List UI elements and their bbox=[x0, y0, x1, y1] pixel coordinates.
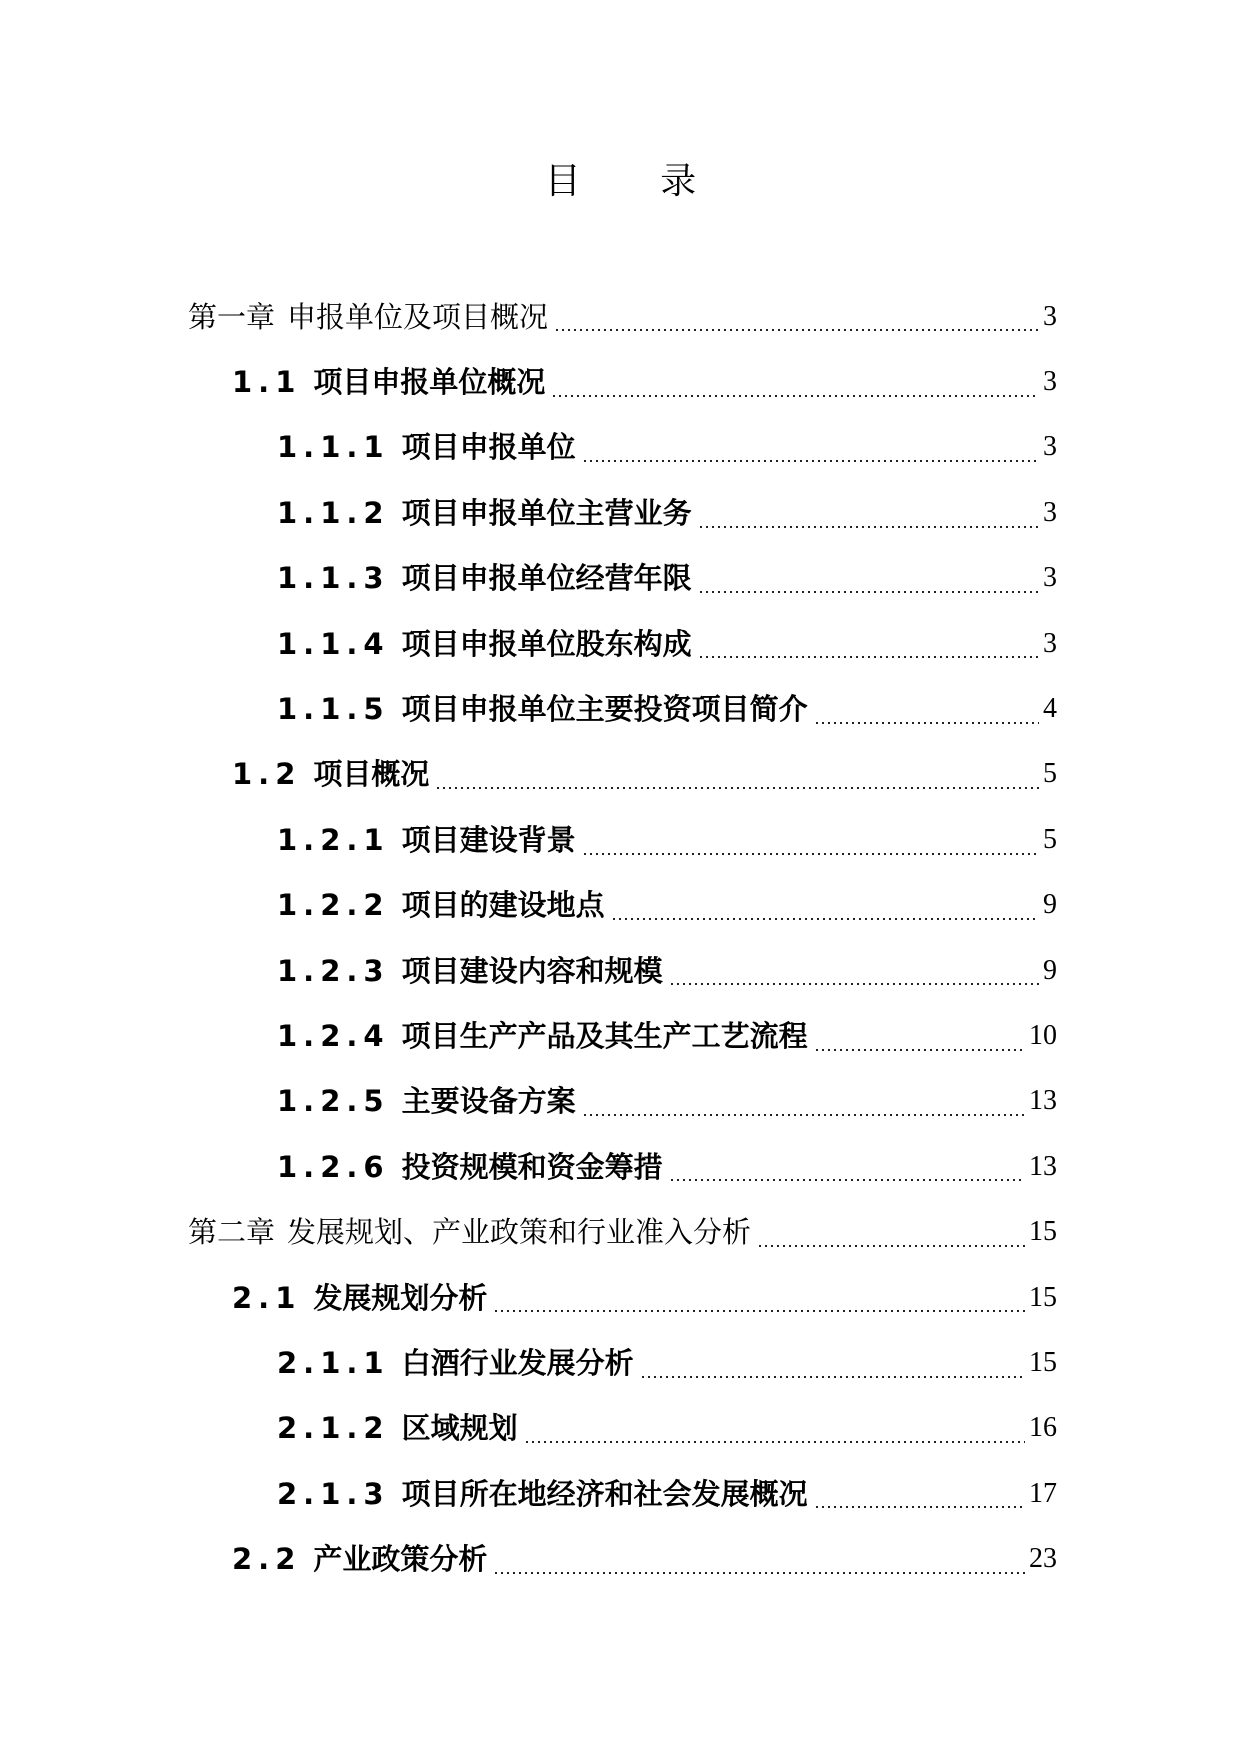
dot-leader bbox=[582, 1113, 1025, 1117]
dot-leader bbox=[698, 525, 1039, 529]
toc-entry-subsection[interactable] bbox=[0, 611, 1241, 676]
toc-entry-label bbox=[277, 1408, 518, 1448]
toc-entry-text: 主要设备方案 bbox=[401, 1084, 576, 1119]
toc-entry-number: 2.2 bbox=[232, 1542, 302, 1577]
dot-leader bbox=[814, 721, 1039, 725]
toc-entry-subsection[interactable] bbox=[0, 415, 1241, 480]
dot-leader bbox=[554, 328, 1039, 332]
toc-entry-text: 发展规划分析 bbox=[313, 1280, 488, 1315]
toc-entry-number: 1.2.2 bbox=[277, 888, 390, 923]
toc-entry-text: 发展规划、产业政策和行业准入分析 bbox=[287, 1215, 752, 1250]
dot-leader bbox=[698, 590, 1039, 594]
toc-entry-text: 项目建设内容和规模 bbox=[401, 953, 663, 988]
dot-leader bbox=[493, 1309, 1025, 1313]
toc-entry-page: 5 bbox=[1043, 758, 1057, 790]
toc-entry-page: 10 bbox=[1029, 1019, 1057, 1051]
toc-entry-label bbox=[232, 1539, 487, 1579]
dot-leader bbox=[669, 1178, 1025, 1182]
toc-entry-page: 23 bbox=[1029, 1543, 1057, 1575]
toc-entry-text: 项目建设背景 bbox=[401, 822, 576, 857]
toc-entry-subsection[interactable] bbox=[0, 938, 1241, 1003]
toc-entry-label bbox=[277, 1016, 808, 1056]
toc-entry-number: 1.1.5 bbox=[277, 692, 390, 727]
toc-entry-page: 15 bbox=[1029, 1346, 1057, 1378]
toc-entry-label bbox=[232, 754, 429, 794]
dot-leader bbox=[611, 917, 1039, 921]
toc-entry-label bbox=[277, 558, 692, 598]
toc-entry-label bbox=[277, 1474, 808, 1514]
toc-entry-subsection[interactable] bbox=[0, 873, 1241, 938]
toc-entry-label bbox=[277, 689, 808, 729]
dot-leader bbox=[640, 1375, 1025, 1379]
toc-entry-label bbox=[277, 1343, 634, 1383]
toc-entry-subsection[interactable] bbox=[0, 1003, 1241, 1068]
toc-entry-page: 13 bbox=[1029, 1085, 1057, 1117]
toc-entry-page: 15 bbox=[1029, 1216, 1057, 1248]
toc-entry-section[interactable] bbox=[0, 349, 1241, 414]
toc-entry-label bbox=[277, 885, 605, 925]
toc-entry-number: 2.1 bbox=[232, 1280, 302, 1315]
toc-entry-text: 项目申报单位股东构成 bbox=[401, 626, 692, 661]
toc-entry-text: 产业政策分析 bbox=[313, 1542, 488, 1577]
toc-entry-subsection[interactable] bbox=[0, 1396, 1241, 1461]
toc-entry-number: 2.1.3 bbox=[277, 1476, 390, 1511]
toc-entry-text: 项目概况 bbox=[313, 757, 430, 792]
toc-entry-page: 17 bbox=[1029, 1477, 1057, 1509]
toc-entry-number: 1.2.6 bbox=[277, 1149, 390, 1184]
dot-leader bbox=[551, 394, 1039, 398]
toc-entry-page: 3 bbox=[1043, 300, 1057, 332]
toc-entry-subsection[interactable] bbox=[0, 546, 1241, 611]
toc-entry-subsection[interactable] bbox=[0, 676, 1241, 741]
toc-entry-chapter[interactable] bbox=[0, 284, 1241, 349]
toc-entry-page: 3 bbox=[1043, 496, 1057, 528]
toc-entry-number: 第一章 bbox=[188, 299, 276, 334]
toc-entry-section[interactable] bbox=[0, 1265, 1241, 1330]
toc-entry-text: 区域规划 bbox=[401, 1411, 518, 1446]
toc-entry-number: 1.2.3 bbox=[277, 953, 390, 988]
toc-entry-number: 2.1.2 bbox=[277, 1411, 390, 1446]
toc-entry-number: 1.2.1 bbox=[277, 822, 390, 857]
dot-leader bbox=[698, 655, 1039, 659]
toc-entry-number: 1.2 bbox=[232, 757, 302, 792]
toc-entry-number: 第二章 bbox=[188, 1215, 276, 1250]
dot-leader bbox=[757, 1244, 1025, 1248]
toc-entry-subsection[interactable] bbox=[0, 1461, 1241, 1526]
toc-entry-number: 1.1 bbox=[232, 365, 302, 400]
toc-entry-page: 3 bbox=[1043, 431, 1057, 463]
toc-entry-label bbox=[232, 362, 545, 402]
toc-entry-section[interactable] bbox=[0, 1526, 1241, 1591]
toc-entry-subsection[interactable] bbox=[0, 1134, 1241, 1199]
toc-entry-label bbox=[232, 1278, 487, 1318]
toc-entry-page: 15 bbox=[1029, 1281, 1057, 1313]
toc-entry-text: 项目的建设地点 bbox=[401, 888, 605, 923]
toc-entry-text: 项目申报单位主要投资项目简介 bbox=[401, 692, 808, 727]
toc-entry-text: 项目生产产品及其生产工艺流程 bbox=[401, 1018, 808, 1053]
toc-entry-subsection[interactable] bbox=[0, 1330, 1241, 1395]
toc-entry-page: 5 bbox=[1043, 823, 1057, 855]
toc-entry-page: 3 bbox=[1043, 627, 1057, 659]
toc-entry-label bbox=[277, 820, 576, 860]
toc-list bbox=[0, 284, 1241, 1592]
toc-entry-number: 1.1.2 bbox=[277, 495, 390, 530]
dot-leader bbox=[582, 459, 1039, 463]
toc-entry-number: 1.1.1 bbox=[277, 430, 390, 465]
dot-leader bbox=[582, 852, 1039, 856]
toc-entry-label bbox=[188, 297, 548, 337]
toc-entry-subsection[interactable] bbox=[0, 807, 1241, 872]
dot-leader bbox=[524, 1440, 1025, 1444]
toc-entry-text: 项目申报单位 bbox=[401, 430, 576, 465]
dot-leader bbox=[814, 1048, 1025, 1052]
toc-entry-text: 申报单位及项目概况 bbox=[287, 299, 549, 334]
toc-entry-page: 9 bbox=[1043, 889, 1057, 921]
toc-entry-label bbox=[277, 427, 576, 467]
dot-leader bbox=[669, 982, 1039, 986]
toc-entry-page: 13 bbox=[1029, 1150, 1057, 1182]
toc-entry-subsection[interactable] bbox=[0, 1069, 1241, 1134]
toc-entry-subsection[interactable] bbox=[0, 480, 1241, 545]
toc-entry-number: 1.2.4 bbox=[277, 1018, 390, 1053]
toc-entry-text: 白酒行业发展分析 bbox=[401, 1345, 634, 1380]
toc-entry-number: 1.1.4 bbox=[277, 626, 390, 661]
toc-entry-number: 2.1.1 bbox=[277, 1345, 390, 1380]
toc-entry-text: 项目申报单位概况 bbox=[313, 365, 546, 400]
toc-entry-label bbox=[277, 493, 692, 533]
toc-entry-label bbox=[277, 1147, 663, 1187]
toc-entry-chapter[interactable] bbox=[0, 1199, 1241, 1264]
dot-leader bbox=[435, 786, 1039, 790]
toc-entry-label bbox=[277, 1081, 576, 1121]
toc-entry-text: 投资规模和资金筹措 bbox=[401, 1149, 663, 1184]
toc-entry-page: 4 bbox=[1043, 693, 1057, 725]
dot-leader bbox=[814, 1505, 1025, 1509]
toc-entry-text: 项目申报单位经营年限 bbox=[401, 561, 692, 596]
toc-entry-page: 3 bbox=[1043, 366, 1057, 398]
toc-entry-page: 3 bbox=[1043, 562, 1057, 594]
toc-entry-number: 1.2.5 bbox=[277, 1084, 390, 1119]
toc-entry-page: 9 bbox=[1043, 954, 1057, 986]
toc-entry-label bbox=[188, 1212, 751, 1252]
toc-entry-label bbox=[277, 624, 692, 664]
toc-title: 目 录 bbox=[544, 161, 731, 202]
toc-entry-label bbox=[277, 951, 663, 991]
toc-entry-section[interactable] bbox=[0, 742, 1241, 807]
toc-entry-text: 项目申报单位主营业务 bbox=[401, 495, 692, 530]
toc-entry-text: 项目所在地经济和社会发展概况 bbox=[401, 1476, 808, 1511]
toc-entry-page: 16 bbox=[1029, 1412, 1057, 1444]
dot-leader bbox=[493, 1571, 1025, 1575]
toc-entry-number: 1.1.3 bbox=[277, 561, 390, 596]
